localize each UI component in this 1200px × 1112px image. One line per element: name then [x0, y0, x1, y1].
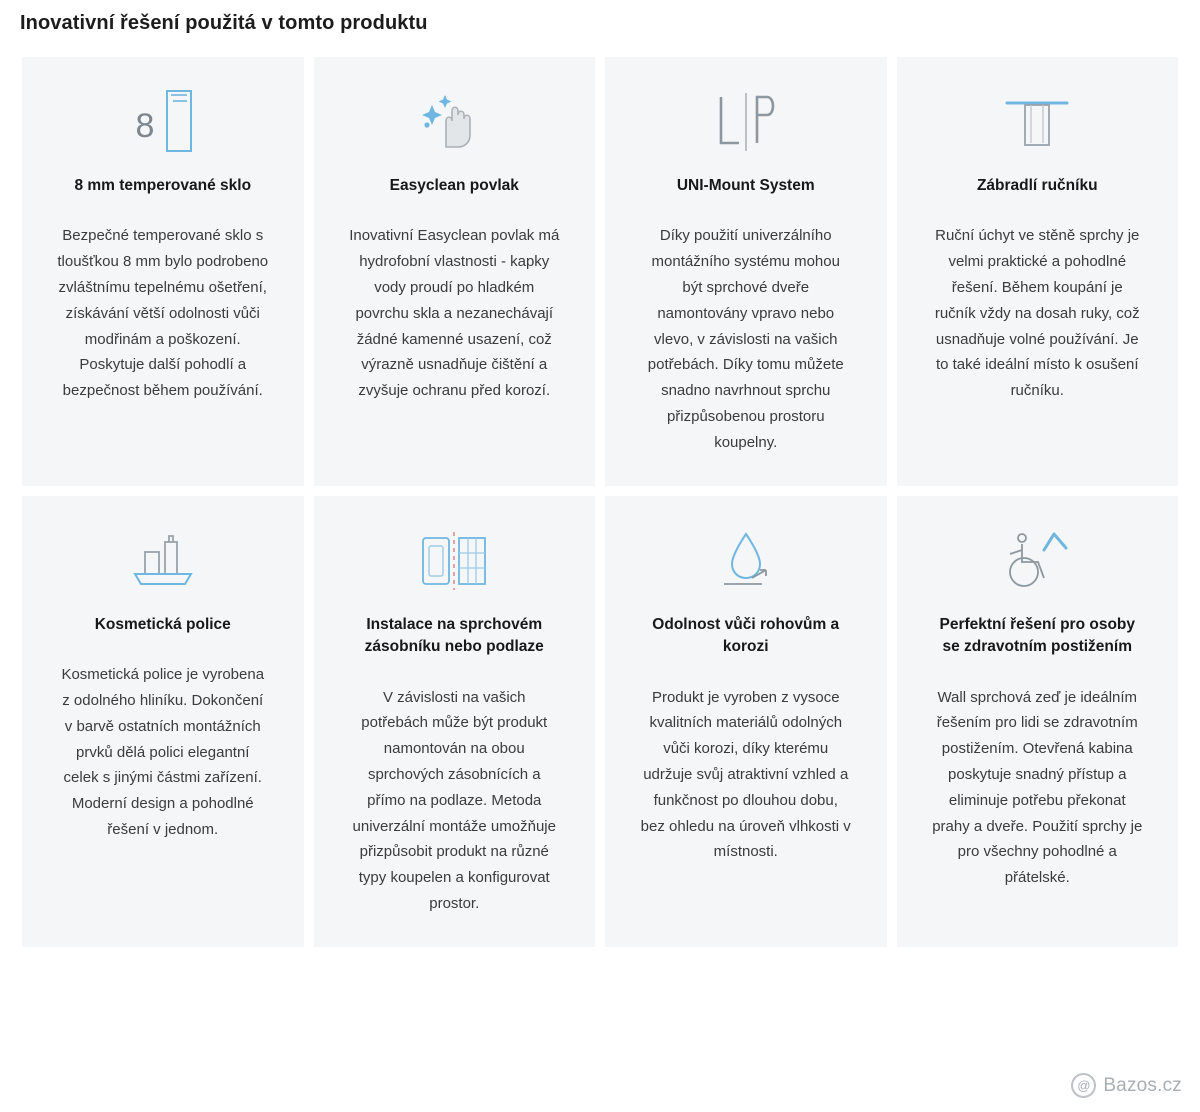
feature-title: Instalace na sprchovém zásobníku nebo podlaze — [364, 615, 544, 656]
feature-card — [314, 496, 596, 947]
accessibility-wheelchair-check-icon — [992, 522, 1082, 600]
feature-card — [22, 57, 304, 486]
feature-text: V závislosti na vašich potřebách může být produkt namontován na obou sprchových zásobnících a přímo na podlaze. Metoda univerzální montáže umožňuje přizpůsobit produkt na různé typy koupelen a konfigurovat prostor. — [352, 688, 556, 912]
watermark-logo-icon: @ — [1071, 1073, 1096, 1098]
watermark — [1071, 1073, 1182, 1098]
shower-tray-floor-install-icon — [409, 522, 499, 600]
feature-title: Zábradlí ručníku — [976, 177, 1098, 194]
feature-title: Kosmetická police — [94, 615, 231, 633]
feature-title: Odolnost vůči rohovům a korozi — [652, 615, 840, 656]
feature-text: Bezpečné temperované sklo s tloušťkou 8 mm bylo podrobeno zvláštnímu tepelnému ošetření, získávání větší odolnosti vůči modřinám a poškození. Poskytuje další pohodlí a bezpečnost během používání. — [57, 227, 269, 400]
towel-rail-icon — [995, 83, 1079, 161]
feature-card — [605, 496, 887, 947]
svg-text:8: 8 — [135, 107, 155, 145]
corrosion-water-drop-icon — [704, 522, 788, 600]
watermark-text: Bazos.cz — [1103, 1074, 1182, 1096]
feature-title: Easyclean povlak — [389, 177, 519, 194]
feature-card — [314, 57, 596, 486]
feature-title: UNI-Mount System — [676, 177, 815, 194]
feature-card — [605, 57, 887, 486]
feature-text: Produkt je vyroben z vysoce kvalitních materiálů odolných vůči korozi, díky kterému udržuje svůj atraktivní vzhled a funkčnost po dlouhou dobu, bez ohledu na úroveň vlhkosti v místnosti. — [640, 688, 851, 861]
features-grid — [0, 57, 1200, 947]
feature-text: Kosmetická police je vyrobena z odolného hliníku. Dokončení v barvě ostatních montážních prvků dělá polici elegantní celek s jinými částmi zařízení. Moderní design a pohodlné řešení v jednom. — [61, 666, 265, 838]
easyclean-hand-sparkle-icon — [412, 83, 496, 161]
feature-text: Ruční úchyt ve stěně sprchy je velmi praktické a pohodlné řešení. Během koupání je ručník vždy na dosah ruky, což usnadňuje volné používání. Je to také ideální místo k osušení ručníku. — [934, 227, 1140, 400]
feature-text: Díky použití univerzálního montážního systému mohou být sprchové dveře namontovány vpravo nebo vlevo, v závislosti na vašich potřebách. Díky tomu můžete snadno navrhnout sprchu přizpůsobenou prostoru koupelny. — [647, 227, 844, 451]
tempered-glass-8mm-icon — [121, 83, 205, 161]
uni-mount-lp-icon — [701, 83, 791, 161]
feature-title: Perfektní řešení pro osoby se zdravotním postižením — [939, 615, 1136, 656]
feature-card — [22, 496, 304, 947]
cosmetic-shelf-icon — [121, 522, 205, 600]
feature-title: 8 mm temperované sklo — [74, 177, 252, 194]
page-title: Inovativní řešení použitá v tomto produktu — [20, 12, 428, 34]
feature-text: Wall sprchová zeď je ideálním řešením pro lidi se zdravotním postižením. Otevřená kabina poskytuje snadný přístup a eliminuje potřebu překonat prahy a dveře. Použití sprchy je pro všechny pohodlné a přátelské. — [932, 688, 1143, 887]
feature-card — [897, 57, 1179, 486]
feature-text: Inovativní Easyclean povlak má hydrofobní vlastnosti - kapky vody proudí po hladkém povrchu skla a nezanechávají žádné kamenné usazení, což výrazně usnadňuje čištění a zvyšuje ochranu před korozí. — [349, 227, 560, 400]
feature-card — [897, 496, 1179, 947]
